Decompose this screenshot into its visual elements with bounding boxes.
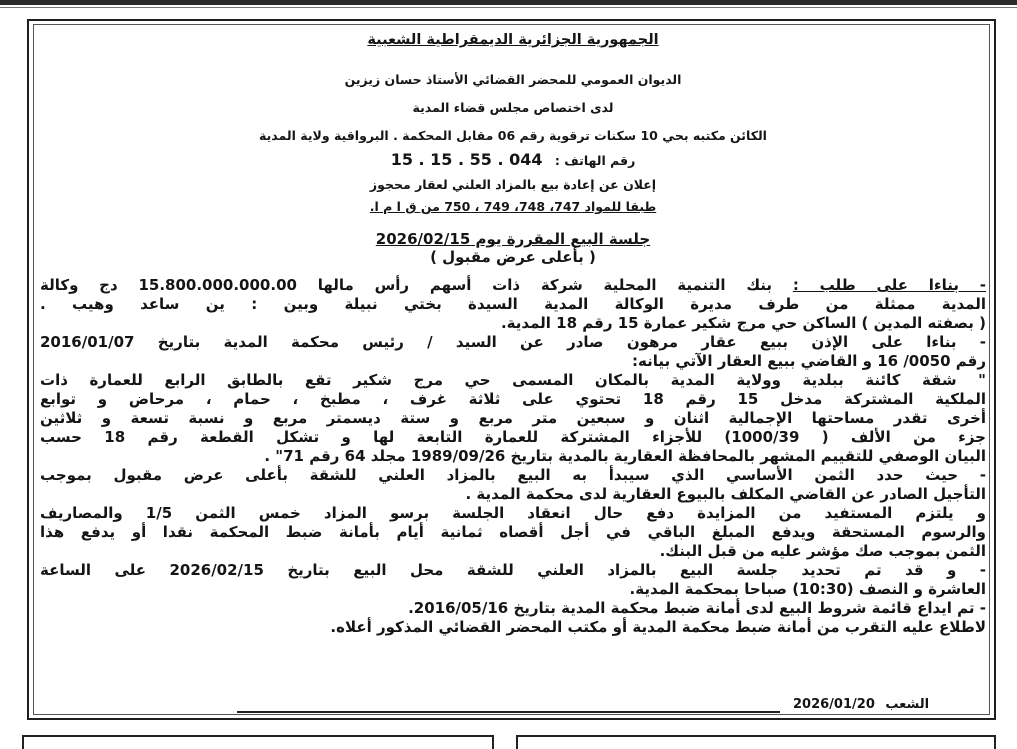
phone-line [40, 152, 986, 168]
newspaper-name: الشعب [885, 697, 930, 712]
body-line-3: ( بصفته المدين ) الساكن حي مرج شكير عمارة 15 رقم 18 المدية. [500, 314, 986, 332]
session-title: جلسة البيع المقررة يوم 2026/02/15 [375, 230, 651, 248]
body-line-6: " شقة كائنة ببلدية وولاية المدية بالمكان المسمى حي مرج شكير تقع بالطابق الرابع للعمارة ذات [40, 371, 986, 389]
next-notice-left [22, 735, 494, 749]
notice-title: إعلان عن إعادة بيع بالمزاد العلني لعقار محجوز [369, 177, 657, 192]
next-notice-right [516, 735, 996, 749]
notice-content [40, 28, 986, 637]
top-border-thin [0, 7, 1017, 8]
address-line: الكائن مكتبه بحي 10 سكنات ترقوية رقم 06 مقابل المحكمة . البرواقية ولاية المدية [259, 128, 767, 143]
body-line-15: الثمن بموجب صك مؤشر عليه من قبل البنك. [659, 542, 986, 560]
body-line-18: - تم ايداع قائمة شروط البيع لدى أمانة ضبط محكمة المدية بتاريخ 2016/05/16. [408, 599, 986, 617]
body-line-11: - حيث حدد الثمن الأساسي الذي سيبدأ به البيع بالمزاد العلني للشقة بأعلى عرض مقبول بموجب [40, 466, 986, 484]
republic-heading: الجمهورية الجزائرية الديمقراطية الشعبية [367, 32, 659, 48]
body-line-10: البيان الوصفي للتقييم المشهر بالمحافظة العقارية بالمدية بتاريخ 1989/09/26 مجلد 64 رقم 71" . [264, 447, 986, 465]
body-line-12: التأجيل الصادر عن القاضي المكلف بالبيوع العقارية لدى محكمة المدية . [465, 485, 986, 503]
footer-rule [237, 711, 780, 713]
body-line-16: - و قد تم تحديد جلسة البيع بالمزاد العلني للشقة محل البيع بتاريخ 2026/02/15 على الساعة [40, 561, 986, 579]
body-line-8: أخرى تقدر مساحتها الإجمالية اثنان و سبعين متر مربع و ستة ديسمتر مربع و نسبة تسعة و ثلاثين [40, 409, 986, 427]
top-border [0, 0, 1017, 5]
office-line: الديوان العمومي للمحضر القضائي الأستاذ حسان زيزين [344, 72, 682, 87]
jurisdiction-line: لدى اختصاص مجلس قضاء المدية [412, 100, 614, 115]
body-line-5: رقم 0050/ 16 و القاضي ببيع العقار الآتي بيانه: [632, 352, 986, 370]
phone-value: 044 . 55 . 15 . 15 [390, 150, 543, 169]
footer-signature [793, 697, 929, 712]
body-line-4: - بناءا على الإذن ببيع عقار مرهون صادر عن السيد / رئيس محكمة المدية بتاريخ 2016/01/07 [40, 333, 986, 351]
body-line-17: العاشرة و النصف (10:30) صباحا بمحكمة المدية. [629, 580, 986, 598]
body-line-13: و يلتزم المستفيد من المزايدة دفع حال انعقاد الجلسة برسو المزاد خمس الثمن 1/5 والمصاريف [40, 504, 986, 522]
publication-date: 2026/01/20 [793, 697, 875, 712]
body-line-1 [40, 276, 986, 295]
request-text: بنك التنمية المحلية شركة ذات أسهم رأس مالها 15.800.000.000.00 دج وكالة [40, 276, 793, 294]
body-line-19: لاطلاع عليه التقرب من أمانة ضبط محكمة المدية أو مكتب المحضر القضائي المذكور أعلاه. [330, 618, 986, 636]
body-line-7: الملكية المشتركة مدخل 15 رقم 18 تحتوي على ثلاثة غرف ، مطبخ ، حمام ، مرحاض و توابع [40, 390, 986, 408]
body-line-9: جزء من الألف ( 1000/39) للأجزاء المشتركة للعمارة التابعة لها و تشكل القطعة رقم 18 حسب [40, 428, 986, 446]
body-line-14: والرسوم المستحقة ويدفع المبلغ الباقي في أجل أقصاه ثمانية أيام بأمانة ضبط المحكمة نقدا أو يدفع هذا [40, 523, 986, 541]
phone-label: رقم الهاتف : [554, 153, 636, 168]
session-subtitle: ( بأعلى عرض مقبول ) [430, 248, 596, 266]
articles-line: طبقا للمواد 747، 748، 749 ، 750 من ق ا م ا. [369, 199, 657, 214]
request-label: - بناءا على طلب : [792, 276, 986, 294]
body-line-2: المدية ممثلة من طرف مديرة الوكالة المدية السيدة بختي نبيلة وبين : ين ساعد وهيب . [40, 295, 986, 313]
